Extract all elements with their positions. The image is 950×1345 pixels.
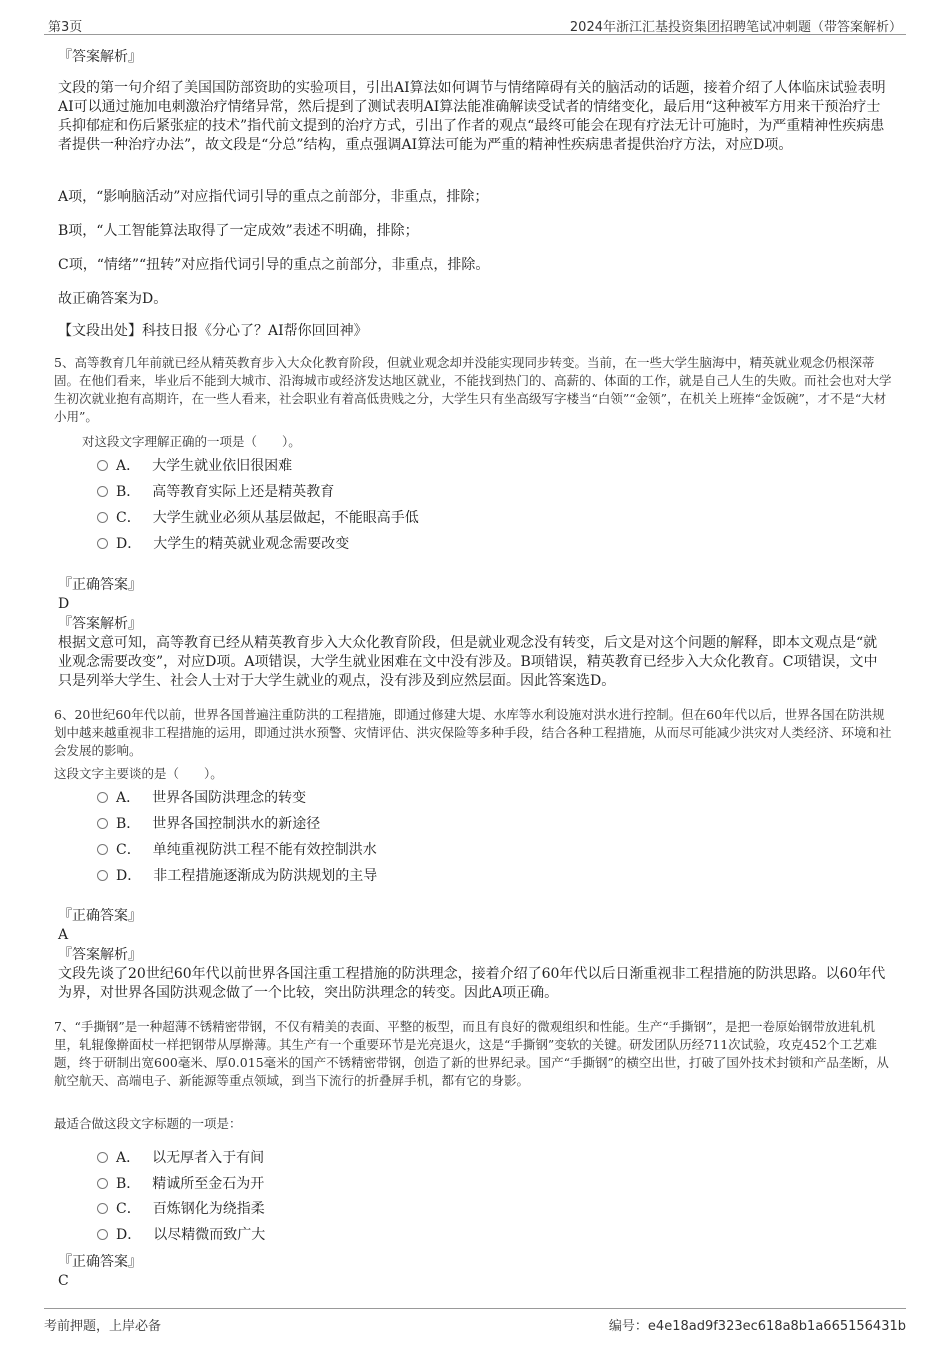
radio-icon[interactable] xyxy=(97,1152,108,1163)
q6-answer-label: 『正确答案』 xyxy=(58,908,142,924)
q5-answer-label: 『正确答案』 xyxy=(58,577,142,593)
q5-option-c[interactable]: C． 大学生就业必须从基层做起，不能眼高手低 xyxy=(97,508,419,528)
q7-option-c[interactable]: C． 百炼钢化为绕指柔 xyxy=(97,1199,265,1219)
q4-option-c-note: C项，“情绪”“扭转”对应指代词引导的重点之前部分，非重点，排除。 xyxy=(58,257,490,273)
q7-stem: 7、“手撕钢”是一种超薄不锈精密带钢，不仅有精美的表面、平整的板型，而且有良好的微观组织和性能。生产“手撕钢”，是把一卷原始钢带放进轧机里，轧辊像擀面杖一样把钢带从厚擀薄。其生产有一个重要环节是光亮退火，这是“手撕钢”变软的关键。研发团队历经711次试验，攻克452个工艺难题，终于研制出宽600毫米、厚0.015毫米的国产不锈精密带钢，创造了新的世界纪录。国产“手撕钢”的横空出世，打破了国外技术封锁和产品垄断，从航空航天、高端电子、新能源等重点领域，到当下流行的折叠屏手机，都有它的身影。 xyxy=(54,1019,889,1088)
radio-icon[interactable] xyxy=(97,792,108,803)
q6-option-c[interactable]: C． 单纯重视防洪工程不能有效控制洪水 xyxy=(97,840,377,860)
q4-analysis-label: 『答案解析』 xyxy=(58,49,142,65)
q5-question: 对这段文字理解正确的一项是（ ）。 xyxy=(82,434,301,449)
q6-answer: A xyxy=(58,927,69,943)
q6-option-b[interactable]: B． 世界各国控制洪水的新途径 xyxy=(97,814,320,834)
footer-slogan: 考前押题，上岸必备 xyxy=(44,1319,162,1334)
q6-stem: 6、20世纪60年代以前，世界各国普遍注重防洪的工程措施，即通过修建大堤、水库等水利设施对洪水进行控制。但在60年代以后，世界各国在防洪规划中越来越重视非工程措施的运用，即通过洪水预警、灾情评估、洪灾保险等多种手段，结合各种工程措施，从而尽可能减少洪灾对人类经济、环境和社会发展的影响。 xyxy=(54,707,892,758)
q5-stem: 5、高等教育几年前就已经从精英教育步入大众化教育阶段，但就业观念却并没能实现同步转变。当前，在一些大学生脑海中，精英就业观念仍根深蒂固。在他们看来，毕业后不能到大城市、沿海城市或经济发达地区就业，不能找到热门的、高薪的、体面的工作，就是自己人生的失败。而社会也对大学生初次就业抱有高期许，在一些人看来，社会职业有着高低贵贱之分，大学生只有坐高级写字楼当“白领”“金领”，在机关上班捧“金饭碗”，才不是“大材小用”。 xyxy=(54,355,892,424)
q5-option-a[interactable]: A． 大学生就业依旧很困难 xyxy=(97,456,292,476)
radio-icon[interactable] xyxy=(97,512,108,523)
page-footer xyxy=(44,1308,906,1333)
q5-analysis-label: 『答案解析』 xyxy=(58,616,142,632)
q7-option-b[interactable]: B． 精诚所至金石为开 xyxy=(97,1174,264,1194)
q4-option-b-note: B项，“人工智能算法取得了一定成效”表述不明确，排除； xyxy=(58,223,419,239)
page-number: 第3页 xyxy=(48,20,83,35)
q7-answer: C xyxy=(58,1273,69,1289)
q6-option-a[interactable]: A． 世界各国防洪理念的转变 xyxy=(97,788,306,808)
page-header xyxy=(44,14,906,35)
q6-option-d[interactable]: D． 非工程措施逐渐成为防洪规划的主导 xyxy=(97,866,377,886)
radio-icon[interactable] xyxy=(97,1229,108,1240)
q5-option-b[interactable]: B． 高等教育实际上还是精英教育 xyxy=(97,482,334,502)
radio-icon[interactable] xyxy=(97,844,108,855)
radio-icon[interactable] xyxy=(97,870,108,881)
q4-analysis-text: 文段的第一句介绍了美国国防部资助的实验项目，引出AI算法如何调节与情绪障碍有关的脑活动的话题，接着介绍了人体临床试验表明AI可以通过施加电刺激治疗情绪异常，然后提到了测试表明AI算法能准确解读受试者的情绪变化，最后用“这种被军方用来干预治疗士兵抑郁症和伤后紧张症的技术”指代前文提到的治疗方式，引出了作者的观点“最终可能会在现有疗法无计可施时，为严重精神性疾病患者提供一种治疗办法”，故文段是“分总”结构，重点强调AI算法可能为严重的精神性疾病患者提供治疗方法，对应D项。 xyxy=(58,80,886,153)
radio-icon[interactable] xyxy=(97,460,108,471)
document-title: 2024年浙江汇基投资集团招聘笔试冲刺题（带答案解析） xyxy=(569,20,902,35)
q7-question: 最适合做这段文字标题的一项是： xyxy=(54,1116,242,1131)
q7-option-d[interactable]: D． 以尽精微而致广大 xyxy=(97,1225,265,1245)
radio-icon[interactable] xyxy=(97,538,108,549)
radio-icon[interactable] xyxy=(97,486,108,497)
radio-icon[interactable] xyxy=(97,818,108,829)
document-code: 编号：e4e18ad9f323ec618a8b1a665156431b xyxy=(608,1319,906,1334)
q4-answer-line: 故正确答案为D。 xyxy=(58,291,168,307)
q4-source: 【文段出处】科技日报《分心了？AI帮你回回神》 xyxy=(58,323,368,339)
q5-analysis-text: 根据文意可知，高等教育已经从精英教育步入大众化教育阶段，但是就业观念没有转变，后文是对这个问题的解释，即本文观点是“就业观念需要改变”，对应D项。A项错误，大学生就业困难在文中没有涉及。B项错误，精英教育已经步入大众化教育。C项错误，文中只是列举大学生、社会人士对于大学生就业的观点，没有涉及到应然层面。因此答案选D。 xyxy=(58,635,878,689)
q5-option-d[interactable]: D． 大学生的精英就业观念需要改变 xyxy=(97,534,349,554)
q7-option-a[interactable]: A． 以无厚者入于有间 xyxy=(97,1148,264,1168)
q6-analysis-text: 文段先谈了20世纪60年代以前世界各国注重工程措施的防洪理念，接着介绍了60年代以后日渐重视非工程措施的防洪思路。以60年代为界，对世界各国防洪观念做了一个比较，突出防洪理念的转变。因此A项正确。 xyxy=(58,966,886,1001)
q7-answer-label: 『正确答案』 xyxy=(58,1254,142,1270)
q4-option-a-note: A项，“影响脑活动”对应指代词引导的重点之前部分，非重点，排除； xyxy=(58,189,489,205)
radio-icon[interactable] xyxy=(97,1178,108,1189)
q6-analysis-label: 『答案解析』 xyxy=(58,947,142,963)
q5-answer: D xyxy=(58,596,70,612)
radio-icon[interactable] xyxy=(97,1203,108,1214)
q6-question: 这段文字主要谈的是（ ）。 xyxy=(54,766,223,781)
